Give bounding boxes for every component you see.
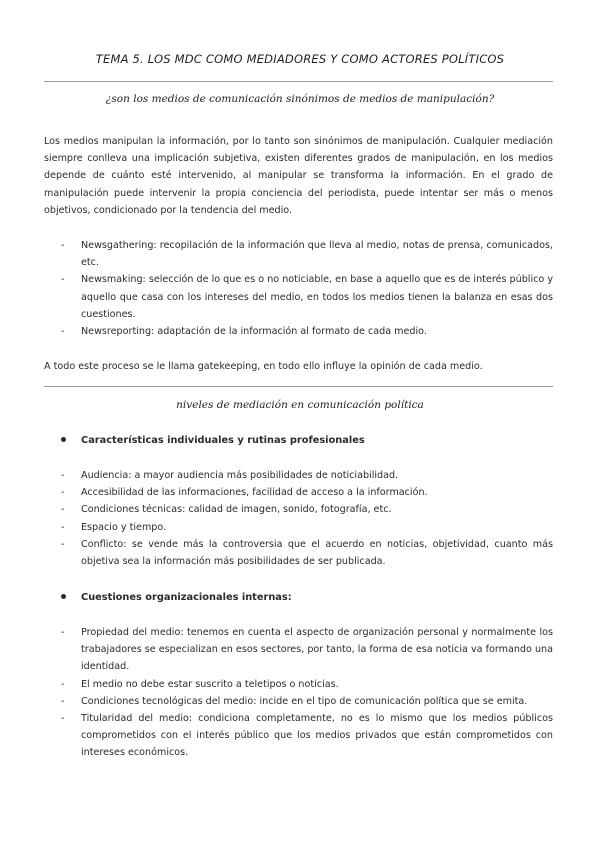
list-item-text: Audiencia: a mayor audiencia más posibilidades de noticiabilidad. — [81, 470, 399, 481]
group-heading-individual — [44, 432, 553, 449]
list-item — [44, 536, 553, 570]
list-item — [44, 271, 553, 323]
dash-marker: - — [61, 538, 65, 550]
gatekeeping-paragraph: A todo este proceso se le llama gatekeeping, en todo ello influye la opinión de cada medio. — [44, 361, 483, 372]
section-heading-manipulation: ¿son los medios de comunicación sinónimos de medios de manipulación? — [105, 93, 495, 105]
list-item-text: Espacio y tiempo. — [81, 521, 167, 533]
list-item — [44, 693, 553, 710]
bullet-icon — [44, 432, 81, 449]
group-heading-organizational — [44, 589, 553, 606]
list-item — [44, 237, 553, 271]
list-item — [44, 467, 553, 484]
list-item-text: Propiedad del medio: tenemos en cuenta el aspecto de organización personal y normalmente los trabajadores se especializan en esos sectores, por tanto, la forma de esa noticia va formando una identidad. — [81, 627, 553, 673]
dash-marker: - — [61, 521, 65, 533]
list-item-text: Newsgathering: recopilación de la información que lleva al medio, notas de prensa, comunicados, etc. — [81, 240, 553, 269]
divider-top — [44, 81, 553, 82]
list-item-text: Titularidad del medio: condiciona completamente, no es lo mismo que los medios públicos comprometidos con el interés público que los medios privados que están comprometidos con intereses económicos. — [81, 713, 553, 759]
list-item-text: Condiciones técnicas: calidad de imagen, sonido, fotografía, etc. — [81, 504, 392, 516]
organizational-list — [44, 624, 553, 762]
page-title: TEMA 5. LOS MDC COMO MEDIADORES Y COMO ACTORES POLÍTICOS — [95, 52, 505, 66]
dash-marker: - — [61, 487, 65, 499]
news-process-list — [44, 237, 553, 340]
list-item-text: Newsreporting: adaptación de la información al formato de cada medio. — [81, 326, 427, 338]
dash-marker: - — [61, 678, 65, 690]
dash-marker: - — [61, 326, 65, 338]
dash-marker: - — [61, 470, 65, 481]
list-item — [44, 501, 553, 518]
group-heading-text: Cuestiones organizacionales internas: — [81, 592, 292, 603]
list-item-text: Condiciones tecnológicas del medio: incide en el tipo de comunicación política que se emita. — [81, 695, 528, 707]
list-item — [44, 710, 553, 762]
list-item — [44, 323, 553, 340]
list-item-text: Newsmaking: selección de lo que es o no noticiable, en base a aquello que es de interés público y aquello que casa con los intereses del medio, en todos los medios tienen la balanza en esas dos cuestiones. — [81, 274, 553, 320]
group-heading-text: Características individuales y rutinas profesionales — [81, 435, 365, 446]
list-item — [44, 484, 553, 501]
dash-marker: - — [61, 713, 65, 725]
intro-paragraph: Los medios manipulan la información, por lo tanto son sinónimos de manipulación. Cualquier mediación siempre conlleva una implicación subjetiva, existen diferentes grados de manipulación, en los medios depende de cuánto esté intervenido, al manipular se transforma la información. En el grado de manipulación puede intervenir la propia conciencia del periodista, puede intentar ser más o menos objetivos, condicionado por la tendencia del medio. — [44, 136, 553, 216]
individual-routines-list — [44, 467, 553, 570]
dash-marker: - — [61, 504, 65, 516]
list-item-text: El medio no debe estar suscrito a teletipos o noticias. — [81, 678, 339, 690]
dash-marker: - — [61, 274, 65, 286]
divider-middle — [44, 386, 553, 387]
list-item — [44, 519, 553, 536]
list-item — [44, 676, 553, 693]
dash-marker: - — [61, 627, 65, 638]
dash-marker: - — [61, 695, 65, 707]
list-item-text: Accesibilidad de las informaciones, facilidad de acceso a la información. — [81, 487, 428, 499]
section-heading-mediation-levels: niveles de mediación en comunicación política — [176, 399, 424, 411]
bullet-icon — [44, 589, 81, 606]
dash-marker: - — [61, 240, 65, 251]
list-item — [44, 624, 553, 676]
list-item-text: Conflicto: se vende más la controversia que el acuerdo en noticias, objetividad, cuanto más objetiva sea la información más posibilidades de ser publicada. — [81, 538, 553, 568]
